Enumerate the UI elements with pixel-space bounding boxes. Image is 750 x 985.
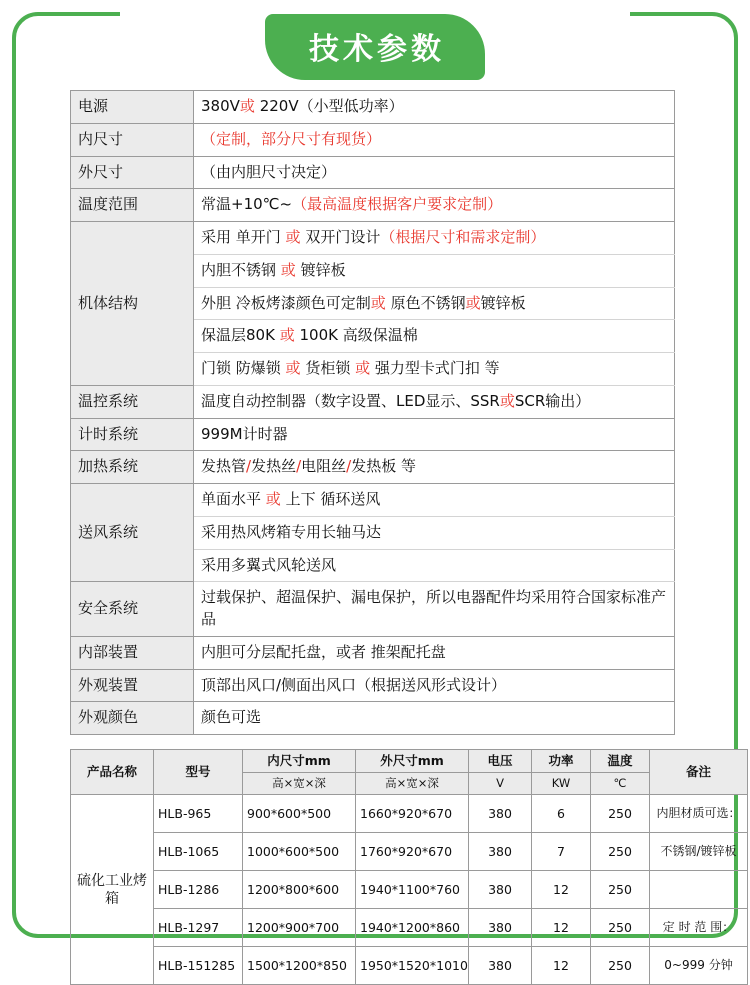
product-table-unit-cell: V [469,773,532,795]
product-table-note-cell: 定 时 范 围： [650,909,748,947]
spec-row-value: 发热管/发热丝/电阻丝/发热板 等 [194,451,675,484]
spec-row [71,222,675,255]
spec-row-value: 温度自动控制器（数字设置、LED显示、SSR或SCR输出） [194,385,675,418]
spec-row-value: （定制，部分尺寸有现货） [194,123,675,156]
spec-row [71,451,675,484]
product-table-cell-outer: 1760*920*670 [356,833,469,871]
product-table-cell-model: HLB-1286 [154,871,243,909]
product-table-cell-voltage: 380 [469,795,532,833]
spec-row-value: 颜色可选 [194,702,675,735]
product-table-note-cell: 0~999 分钟 [650,947,748,985]
product-table-header-cell: 温度 [591,750,650,773]
product-table-row [71,947,748,985]
product-table-unit-cell: 高×宽×深 [356,773,469,795]
spec-row-value: 380V或 220V（小型低功率） [194,91,675,124]
spec-row-label: 外观颜色 [71,702,194,735]
product-table-header-cell: 内尺寸mm [243,750,356,773]
product-table-unit-cell: ℃ [591,773,650,795]
spec-row-value: 采用热风烤箱专用长轴马达 [194,516,675,549]
product-table-cell-power: 12 [532,871,591,909]
spec-row-label: 内尺寸 [71,123,194,156]
product-table-header-row [71,750,748,773]
spec-row-label: 机体结构 [71,222,194,386]
spec-row-label: 计时系统 [71,418,194,451]
spec-row [71,669,675,702]
product-table-cell-voltage: 380 [469,871,532,909]
product-table-cell-voltage: 380 [469,909,532,947]
product-table-cell-power: 6 [532,795,591,833]
product-table-row [71,909,748,947]
product-table-cell-model: HLB-1065 [154,833,243,871]
spec-row-value: 过载保护、超温保护、漏电保护，所以电器配件均采用符合国家标准产品 [194,582,675,637]
spec-row-value: 采用多翼式风轮送风 [194,549,675,582]
product-table-header-cell: 电压 [469,750,532,773]
spec-row-value: 内胆不锈钢 或 镀锌板 [194,254,675,287]
spec-row [71,385,675,418]
product-table-header-cell: 备注 [650,750,748,795]
product-table-cell-model: HLB-965 [154,795,243,833]
spec-row-value: 外胆 冷板烤漆颜色可定制或 原色不锈钢或镀锌板 [194,287,675,320]
product-table-cell-power: 12 [532,909,591,947]
spec-row-label: 电源 [71,91,194,124]
product-table-cell-outer: 1660*920*670 [356,795,469,833]
product-table-note-cell: 不锈钢/镀锌板 [650,833,748,871]
spec-row-value: 999M计时器 [194,418,675,451]
product-table-cell-temp: 250 [591,871,650,909]
spec-row-value: 单面水平 或 上下 循环送风 [194,484,675,517]
product-table-cell-model: HLB-151285 [154,947,243,985]
product-table-cell-inner: 1200*800*600 [243,871,356,909]
product-table-cell-outer: 1950*1520*1010 [356,947,469,985]
spec-row [71,156,675,189]
spec-row-label: 温控系统 [71,385,194,418]
content-area [70,90,741,985]
spec-row [71,189,675,222]
product-table-cell-temp: 250 [591,909,650,947]
product-table-note-cell [650,871,748,909]
spec-row-value: 常温+10℃~（最高温度根据客户要求定制） [194,189,675,222]
spec-row [71,636,675,669]
spec-row-value: 内胆可分层配托盘，或者 推架配托盘 [194,636,675,669]
product-table-cell-power: 7 [532,833,591,871]
spec-row-label: 安全系统 [71,582,194,637]
product-table-cell-model: HLB-1297 [154,909,243,947]
spec-row [71,123,675,156]
product-table-cell-voltage: 380 [469,947,532,985]
spec-row-label: 内部装置 [71,636,194,669]
product-table-unit-cell: 高×宽×深 [243,773,356,795]
spec-row [71,418,675,451]
spec-row-label: 温度范围 [71,189,194,222]
spec-row-label: 外观装置 [71,669,194,702]
product-table-cell-outer: 1940*1100*760 [356,871,469,909]
product-table-row [71,833,748,871]
spec-row-label: 送风系统 [71,484,194,582]
product-table-header-cell: 外尺寸mm [356,750,469,773]
spec-row [71,484,675,517]
product-table-cell-inner: 1500*1200*850 [243,947,356,985]
product-table-cell-temp: 250 [591,947,650,985]
spec-row-label: 加热系统 [71,451,194,484]
product-table-header-cell: 产品名称 [71,750,154,795]
product-name-cell: 硫化工业烤箱 [71,795,154,985]
spec-row-value: 顶部出风口/侧面出风口（根据送风形式设计） [194,669,675,702]
spec-row-label: 外尺寸 [71,156,194,189]
product-table-cell-temp: 250 [591,795,650,833]
product-table-cell-voltage: 380 [469,833,532,871]
spec-row [71,702,675,735]
spec-row-value: 保温层80K 或 100K 高级保温棉 [194,320,675,353]
product-table-row [71,871,748,909]
product-table-note-cell: 内胆材质可选： [650,795,748,833]
product-table-cell-inner: 1000*600*500 [243,833,356,871]
spec-row-value: 采用 单开门 或 双开门设计（根据尺寸和需求定制） [194,222,675,255]
product-table-cell-inner: 900*600*500 [243,795,356,833]
page-title: 技术参数 [265,14,485,80]
product-table-cell-power: 12 [532,947,591,985]
product-table-header-cell: 型号 [154,750,243,795]
specification-table [70,90,675,735]
product-table-unit-cell: KW [532,773,591,795]
spec-row [71,582,675,637]
spec-row-value: 门锁 防爆锁 或 货柜锁 或 强力型卡式门扣 等 [194,353,675,386]
page-title-container [0,14,750,80]
spec-row [71,91,675,124]
product-table-cell-temp: 250 [591,833,650,871]
product-table-header-cell: 功率 [532,750,591,773]
spec-row-value: （由内胆尺寸决定） [194,156,675,189]
product-table-cell-outer: 1940*1200*860 [356,909,469,947]
product-table-row [71,795,748,833]
product-table-cell-inner: 1200*900*700 [243,909,356,947]
